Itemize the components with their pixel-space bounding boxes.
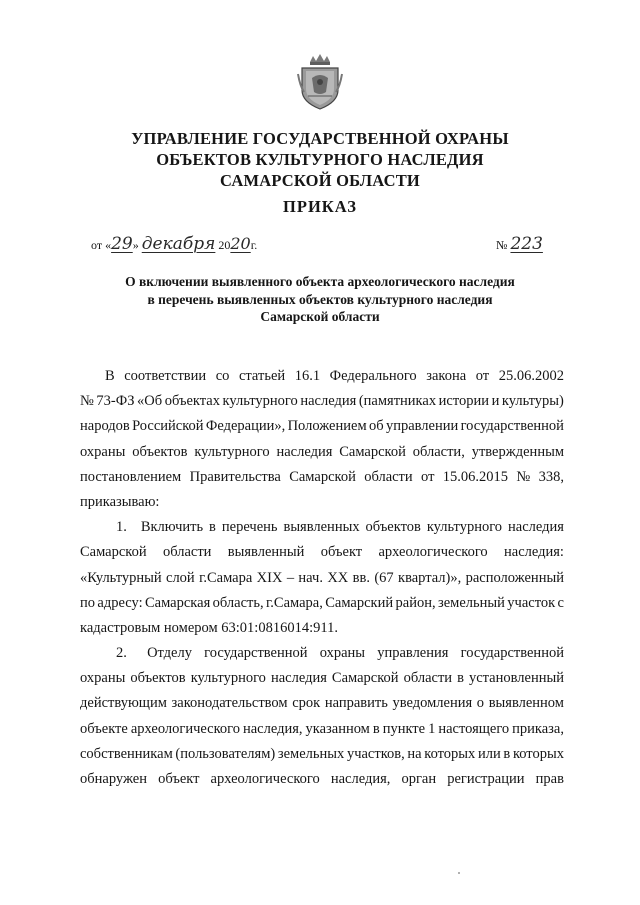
order-date xyxy=(91,234,257,254)
word: культурного xyxy=(194,443,270,460)
word: Самарской xyxy=(80,544,147,561)
organization-title-line: ОБЪЕКТОВ КУЛЬТУРНОГО НАСЛЕДИЯ xyxy=(156,150,484,169)
document-type-title: ПРИКАЗ xyxy=(283,197,357,216)
text-line xyxy=(80,515,564,540)
word: государственной xyxy=(460,418,564,435)
word: археологического xyxy=(210,771,320,787)
word: 338, xyxy=(538,468,564,485)
word: наследия xyxy=(270,670,327,687)
word: Положением xyxy=(287,418,367,435)
date-year-prefix: 20 xyxy=(215,238,231,252)
word: выявленном xyxy=(488,695,564,712)
word: регистрации xyxy=(447,771,525,787)
word: объектов xyxy=(132,443,188,460)
word: район, xyxy=(395,594,436,611)
text-line xyxy=(80,717,564,742)
word: № xyxy=(516,468,531,485)
order-subject xyxy=(0,273,640,326)
order-body xyxy=(80,364,564,792)
word: области, xyxy=(412,443,465,460)
word: № xyxy=(80,393,94,410)
word: нач. xyxy=(298,569,323,586)
date-year: 20 xyxy=(230,234,251,253)
word: управления xyxy=(377,645,449,662)
word: постановлением xyxy=(80,468,182,485)
word: статьей xyxy=(238,368,286,384)
word: наследия xyxy=(276,443,333,460)
order-number-prefix: № xyxy=(496,238,511,252)
word: со xyxy=(215,368,230,384)
organization-title-line: САМАРСКОЙ ОБЛАСТИ xyxy=(220,171,420,190)
word: наследия, xyxy=(330,771,391,787)
subject-line: в перечень выявленных объектов культурного наследия xyxy=(147,291,493,307)
word: Правительства xyxy=(189,468,281,485)
word: которых xyxy=(512,745,564,762)
word: пункте xyxy=(382,720,426,737)
word: 16.1 xyxy=(294,368,321,384)
date-prefix: от « xyxy=(91,238,112,252)
text-line xyxy=(80,641,564,666)
word: (67 xyxy=(374,569,394,586)
text-line xyxy=(80,666,564,691)
word: объектов xyxy=(365,519,421,536)
text-line xyxy=(80,742,564,767)
word: 1 xyxy=(428,720,436,737)
word: «Культурный xyxy=(80,569,162,586)
word: Федерального xyxy=(329,368,417,384)
word: археологического xyxy=(130,720,240,737)
word: области xyxy=(364,468,413,485)
date-day: 29 xyxy=(111,234,133,254)
word: культуры) xyxy=(501,393,564,410)
word: управлении xyxy=(385,418,459,435)
word: утвержденным xyxy=(471,443,564,460)
text-line xyxy=(80,440,564,465)
word: истории xyxy=(438,393,490,410)
word: объект xyxy=(320,544,363,561)
text-line: кадастровым номером 63:01:0816014:911. xyxy=(80,619,338,636)
word: объект xyxy=(158,771,200,787)
text-line xyxy=(80,389,564,414)
word: 25.06.2002 xyxy=(498,368,564,384)
word: наследия, xyxy=(242,720,303,737)
word: законодательством xyxy=(171,695,288,712)
word: участок xyxy=(507,594,556,611)
word: квартал)», xyxy=(398,569,462,586)
word: государственной xyxy=(460,645,564,662)
word: закона xyxy=(426,368,467,384)
word: Самарский xyxy=(325,594,394,611)
word: «Об xyxy=(137,393,163,410)
word: культурного xyxy=(190,670,266,687)
word: выявленный xyxy=(227,544,305,561)
order-number-value: 223 xyxy=(510,234,543,254)
word: действующим xyxy=(80,695,167,712)
word: Включить xyxy=(140,519,204,536)
word: Самарской xyxy=(339,443,406,460)
word: 73-ФЗ xyxy=(96,393,135,410)
word: с xyxy=(557,594,564,611)
item-number: 1. xyxy=(116,519,127,536)
word: объекте xyxy=(80,720,128,737)
word: орган xyxy=(401,771,437,787)
text-line xyxy=(80,691,564,716)
word: земельных xyxy=(277,745,345,762)
text-line xyxy=(80,414,564,439)
order-item-1 xyxy=(80,515,564,641)
text-line xyxy=(80,566,564,591)
date-suffix: г. xyxy=(250,238,258,252)
text-line xyxy=(80,767,564,792)
order-item-2 xyxy=(80,641,564,792)
text-line: приказываю: xyxy=(80,493,160,510)
word: в xyxy=(503,745,511,762)
word: или xyxy=(477,745,501,762)
word: народов xyxy=(80,418,130,435)
word: направить xyxy=(324,695,388,712)
organization-title-line: УПРАВЛЕНИЕ ГОСУДАРСТВЕННОЙ ОХРАНЫ xyxy=(131,129,509,148)
text-line xyxy=(80,465,564,490)
word: о xyxy=(476,695,485,712)
word: перечень xyxy=(221,519,278,536)
word: наследия xyxy=(300,393,357,410)
word: Российской xyxy=(132,418,204,435)
item-number: 2. xyxy=(116,645,127,662)
word: археологического xyxy=(378,544,488,561)
order-number xyxy=(496,234,543,254)
word: охраны xyxy=(80,443,126,460)
word: 15.06.2015 xyxy=(442,468,509,485)
word: XX xyxy=(327,569,349,586)
subject-line: Самарской области xyxy=(260,309,380,324)
word: (пользователям) xyxy=(175,745,276,762)
text-line xyxy=(80,364,564,389)
word: адресу: xyxy=(97,594,143,611)
word: соответствии xyxy=(124,368,207,384)
word: на xyxy=(407,745,422,762)
word: в xyxy=(457,670,464,687)
word: области xyxy=(162,544,212,561)
word: настоящего xyxy=(438,720,510,737)
word: об xyxy=(368,418,384,435)
word: слой xyxy=(166,569,195,586)
word: от xyxy=(475,368,490,384)
text-line xyxy=(80,540,564,565)
word: Федерации», xyxy=(205,418,286,435)
word: установленный xyxy=(468,670,564,687)
date-mid: » xyxy=(132,238,142,252)
samara-region-coat-of-arms-icon xyxy=(296,52,344,112)
date-month: декабря xyxy=(141,234,216,254)
word: – xyxy=(286,569,295,586)
text-line xyxy=(80,591,564,616)
word: в xyxy=(372,720,380,737)
word: расположенный xyxy=(465,569,564,586)
word: прав xyxy=(535,771,564,787)
word: собственникам xyxy=(80,745,173,762)
word: область, xyxy=(212,594,264,611)
word: и xyxy=(491,393,500,410)
word: Самарской xyxy=(289,468,356,485)
word: наследия: xyxy=(504,544,564,561)
word: земельный xyxy=(438,594,505,611)
word: участков, xyxy=(346,745,405,762)
word: наследия xyxy=(508,519,564,536)
word: выявленных xyxy=(283,519,360,536)
word: Самарской xyxy=(331,670,399,687)
word: по xyxy=(80,594,96,611)
word: которых xyxy=(424,745,476,762)
word: культурного xyxy=(222,393,298,410)
word: охраны xyxy=(80,670,126,687)
word: объектов xyxy=(130,670,186,687)
word: обнаружен xyxy=(80,771,147,787)
organization-title xyxy=(0,128,640,191)
word: Отделу xyxy=(147,645,192,662)
word: В xyxy=(105,368,115,384)
preamble-paragraph xyxy=(80,364,564,515)
word: культурного xyxy=(426,519,503,536)
word: приказа, xyxy=(512,720,564,737)
word: г.Самара, xyxy=(265,594,323,611)
word: (памятниках xyxy=(358,393,437,410)
word: XIX xyxy=(256,569,283,586)
word: охраны xyxy=(319,645,366,662)
word: уведомления xyxy=(392,695,473,712)
word: Самарская xyxy=(145,594,211,611)
subject-line: О включении выявленного объекта археологического наследия xyxy=(125,274,515,289)
scan-speck xyxy=(458,872,460,874)
word: указанном xyxy=(305,720,370,737)
word: государственной xyxy=(204,645,308,662)
word: в xyxy=(209,519,216,536)
word: г.Самара xyxy=(199,569,253,586)
word: объектах xyxy=(164,393,220,410)
word: области xyxy=(403,670,453,687)
word: срок xyxy=(292,695,321,712)
word: от xyxy=(421,468,435,485)
word: вв. xyxy=(352,569,370,586)
